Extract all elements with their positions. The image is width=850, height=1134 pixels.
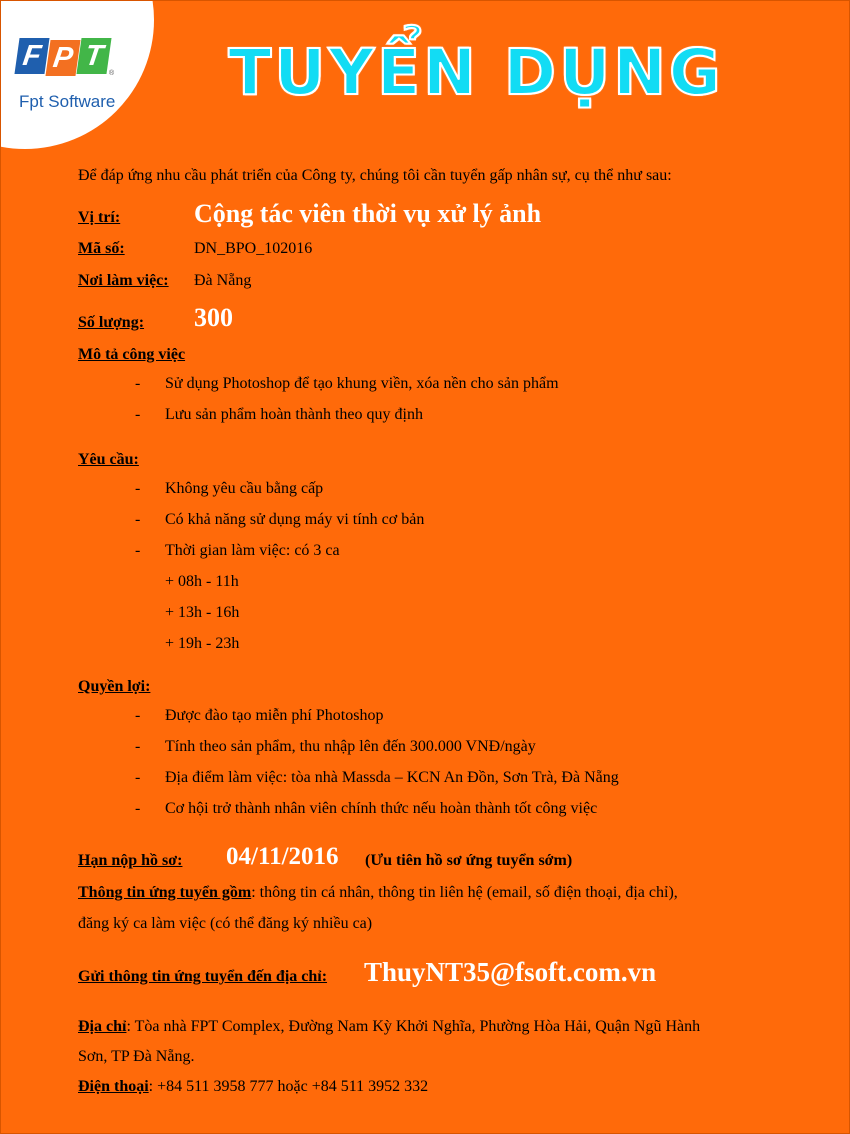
contact-email[interactable]: ThuyNT35@fsoft.com.vn [364, 957, 657, 987]
application-text-2: đăng ký ca làm việc (có thể đăng ký nhiều ca) [78, 915, 373, 932]
phone-label: Điện thoại [78, 1078, 149, 1095]
bullet-dash: - [135, 480, 141, 497]
quantity-value: 300 [194, 303, 233, 332]
address-line [78, 1017, 700, 1037]
intro-text: Để đáp ứng nhu cầu phát triển của Công ty, chúng tôi cần tuyển gấp nhân sự, cụ thể như sau: [78, 167, 672, 184]
bullet-dash: - [135, 375, 141, 392]
phone-line [78, 1077, 428, 1097]
bullet-dash: - [135, 511, 141, 528]
description-label: Mô tả công việc [78, 346, 186, 363]
application-info [78, 883, 678, 903]
application-text: : thông tin cá nhân, thông tin liên hệ (email, số điện thoại, địa chỉ), [251, 884, 678, 901]
send-label: Gửi thông tin ứng tuyển đến địa chỉ: [78, 968, 328, 985]
description-item: Sử dụng Photoshop để tạo khung viền, xóa nền cho sản phẩm [165, 375, 559, 392]
bullet-dash: - [135, 738, 141, 755]
bullet-dash: - [135, 406, 141, 423]
address-label: Địa chỉ [78, 1018, 127, 1035]
position-value: Cộng tác viên thời vụ xử lý ảnh [194, 199, 542, 228]
requirements-label: Yêu cầu: [78, 451, 139, 468]
requirement-item: Thời gian làm việc: có 3 ca [165, 542, 340, 559]
benefits-label: Quyền lợi: [78, 678, 151, 695]
logo-letter-t: T [76, 38, 111, 74]
address-text: : Tòa nhà FPT Complex, Đường Nam Kỳ Khởi Nghĩa, Phường Hòa Hải, Quận Ngũ Hành [126, 1018, 701, 1035]
shift-item: + 19h - 23h [165, 635, 240, 652]
workplace-label: Nơi làm việc: [78, 272, 169, 289]
shift-item: + 13h - 16h [165, 604, 240, 621]
logo-letter-p: P [45, 40, 80, 76]
logo-background [0, 0, 154, 149]
benefit-item: Địa điểm làm việc: tòa nhà Massda – KCN An Đồn, Sơn Trà, Đà Nẵng [165, 769, 619, 786]
application-label: Thông tin ứng tuyển gồm [78, 884, 252, 901]
headline-title: TUYỂN DỤNG [228, 36, 724, 109]
description-item: Lưu sản phẩm hoàn thành theo quy định [165, 406, 423, 423]
bullet-dash: - [135, 707, 141, 724]
logo-letter-f: F [14, 38, 49, 74]
requirement-item: Không yêu cầu bằng cấp [165, 480, 324, 497]
deadline-date: 04/11/2016 [226, 843, 339, 870]
phone-text: : +84 511 3958 777 hoặc +84 511 3952 332 [148, 1078, 429, 1095]
benefit-item: Tính theo sản phẩm, thu nhập lên đến 300.000 VNĐ/ngày [165, 738, 536, 755]
bullet-dash: - [135, 542, 141, 559]
requirement-item: Có khả năng sử dụng máy vi tính cơ bản [165, 511, 425, 528]
shift-item: + 08h - 11h [165, 573, 239, 590]
deadline-note: (Ưu tiên hồ sơ ứng tuyển sớm) [365, 852, 573, 869]
code-label: Mã số: [78, 240, 125, 257]
logo-company-name: Fpt Software [19, 92, 116, 111]
deadline-label: Hạn nộp hồ sơ: [78, 852, 183, 869]
benefit-item: Cơ hội trở thành nhân viên chính thức nếu hoàn thành tốt công việc [165, 800, 598, 817]
address-text-2: Sơn, TP Đà Nẵng. [78, 1048, 195, 1065]
code-value: DN_BPO_102016 [194, 240, 313, 257]
bullet-dash: - [135, 800, 141, 817]
quantity-label: Số lượng: [78, 314, 145, 331]
benefit-item: Được đào tạo miễn phí Photoshop [165, 707, 384, 724]
bullet-dash: - [135, 769, 141, 786]
position-label: Vị trí: [78, 209, 121, 226]
workplace-value: Đà Nẵng [194, 272, 252, 289]
registered-mark: ® [109, 70, 115, 77]
